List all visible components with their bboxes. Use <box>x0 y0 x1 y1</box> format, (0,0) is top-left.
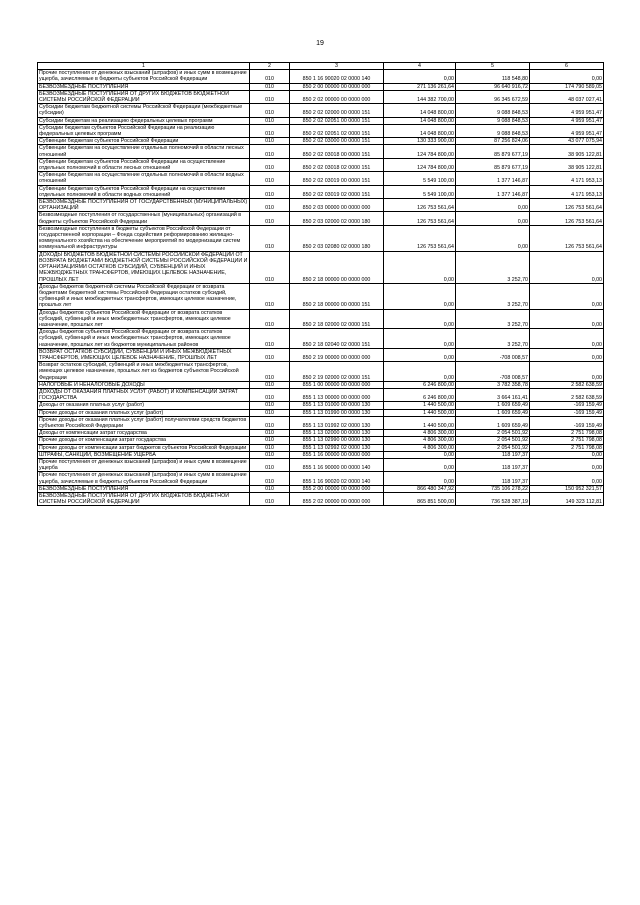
unexecuted-amount-cell: 0,00 <box>530 472 604 485</box>
classification-code-cell: 850 2 02 03018 00 0000 151 <box>290 145 384 158</box>
column-header: 3 <box>290 63 384 70</box>
table-row <box>38 90 604 103</box>
admin-code-cell: 010 <box>250 158 290 171</box>
executed-amount-cell: 9 088 848,53 <box>456 104 530 117</box>
approved-amount-cell: 865 851 500,00 <box>384 493 456 506</box>
table-row <box>38 493 604 506</box>
revenue-name-cell: НАЛОГОВЫЕ И НЕНАЛОГОВЫЕ ДОХОДЫ <box>38 381 250 388</box>
approved-amount-cell: 0,00 <box>384 70 456 83</box>
revenue-name-cell: БЕЗВОЗМЕЗДНЫЕ ПОСТУПЛЕНИЯ <box>38 83 250 90</box>
table-row <box>38 444 604 451</box>
admin-code-cell: 010 <box>250 444 290 451</box>
table-row <box>38 225 604 251</box>
table-header-row <box>38 63 604 70</box>
executed-amount-cell: 1 609 659,49 <box>456 402 530 409</box>
executed-amount-cell: 0,00 <box>456 225 530 251</box>
classification-code-cell: 850 2 02 03000 00 0000 151 <box>290 138 384 145</box>
approved-amount-cell: 4 806 300,00 <box>384 430 456 437</box>
admin-code-cell: 010 <box>250 138 290 145</box>
revenue-name-cell: Доходы бюджетов субъектов Российской Федерации от возврата остатков субсидий, субвенций и иных межбюджетных трансфертов, имеющих целевое назначение, прошлых лет из бюджетов муниципальных районов <box>38 329 250 349</box>
admin-code-cell: 010 <box>250 416 290 429</box>
classification-code-cell: 850 2 03 02080 02 0000 180 <box>290 225 384 251</box>
unexecuted-amount-cell: 4 959 951,47 <box>530 124 604 137</box>
admin-code-cell: 010 <box>250 212 290 225</box>
column-header: 2 <box>250 63 290 70</box>
unexecuted-amount-cell: 149 323 112,81 <box>530 493 604 506</box>
approved-amount-cell: 5 549 100,00 <box>384 185 456 198</box>
admin-code-cell: 010 <box>250 362 290 382</box>
classification-code-cell: 855 2 02 00000 00 0000 000 <box>290 493 384 506</box>
admin-code-cell: 010 <box>250 402 290 409</box>
approved-amount-cell: 6 246 800,00 <box>384 388 456 401</box>
column-header: 4 <box>384 63 456 70</box>
executed-amount-cell: 2 054 501,92 <box>456 437 530 444</box>
table-row <box>38 416 604 429</box>
revenue-name-cell: Доходы бюджетов субъектов Российской Федерации от возврата остатков субсидий, субвенций и иных межбюджетных трансфертов, имеющих целевое назначение, прошлых лет <box>38 309 250 329</box>
approved-amount-cell: 0,00 <box>384 348 456 361</box>
executed-amount-cell: 3 252,70 <box>456 251 530 283</box>
unexecuted-amount-cell: 43 077 075,94 <box>530 138 604 145</box>
unexecuted-amount-cell: 126 753 561,64 <box>530 212 604 225</box>
admin-code-cell: 010 <box>250 388 290 401</box>
revenue-name-cell: Возврат остатков субсидий, субвенций и иных межбюджетных трансфертов, имеющих целевое назначение, прошлых лет из бюджетов субъектов Российской Федерации <box>38 362 250 382</box>
classification-code-cell: 850 2 00 00000 00 0000 000 <box>290 83 384 90</box>
revenue-name-cell: Субвенции бюджетам на осуществление отдельных полномочий в области водных отношений <box>38 172 250 185</box>
approved-amount-cell: 130 333 900,00 <box>384 138 456 145</box>
unexecuted-amount-cell: 0,00 <box>530 348 604 361</box>
table-row <box>38 430 604 437</box>
table-row <box>38 172 604 185</box>
classification-code-cell: 855 1 13 01990 00 0000 130 <box>290 409 384 416</box>
executed-amount-cell: 1 609 659,49 <box>456 416 530 429</box>
approved-amount-cell: 5 549 100,00 <box>384 172 456 185</box>
executed-amount-cell: 3 252,70 <box>456 309 530 329</box>
table-row <box>38 472 604 485</box>
classification-code-cell: 855 1 13 02990 00 0000 130 <box>290 437 384 444</box>
executed-amount-cell: 85 879 677,19 <box>456 158 530 171</box>
approved-amount-cell: 866 480 347,92 <box>384 485 456 492</box>
approved-amount-cell: 1 440 500,00 <box>384 409 456 416</box>
admin-code-cell: 010 <box>250 329 290 349</box>
revenue-name-cell: Безвозмездные поступления в бюджеты субъектов Российской Федерации от государственной корпорации – Фонда содействия реформированию жилищно-коммунального хозяйства на обеспечение мероприятий по модернизации систем коммунальной инфраструктуры <box>38 225 250 251</box>
executed-amount-cell: 9 088 848,53 <box>456 124 530 137</box>
approved-amount-cell: 0,00 <box>384 458 456 471</box>
classification-code-cell: 850 2 02 02051 02 0000 151 <box>290 124 384 137</box>
unexecuted-amount-cell: 0,00 <box>530 309 604 329</box>
unexecuted-amount-cell: 4 171 953,13 <box>530 172 604 185</box>
revenue-name-cell: ВОЗВРАТ ОСТАТКОВ СУБСИДИЙ, СУБВЕНЦИЙ И ИНЫХ МЕЖБЮДЖЕТНЫХ ТРАНСФЕРТОВ, ИМЕЮЩИХ ЦЕЛЕВОЕ НАЗНАЧЕНИЕ, ПРОШЛЫХ ЛЕТ <box>38 348 250 361</box>
executed-amount-cell: 3 782 358,78 <box>456 381 530 388</box>
approved-amount-cell: 1 440 500,00 <box>384 416 456 429</box>
executed-amount-cell: 1 609 659,49 <box>456 409 530 416</box>
approved-amount-cell: 124 784 800,00 <box>384 158 456 171</box>
executed-amount-cell: 0,00 <box>456 199 530 212</box>
classification-code-cell: 850 2 03 02000 02 0000 180 <box>290 212 384 225</box>
revenue-name-cell: БЕЗВОЗМЕЗДНЫЕ ПОСТУПЛЕНИЯ ОТ ДРУГИХ БЮДЖЕТОВ БЮДЖЕТНОЙ СИСТЕМЫ РОССИЙСКОЙ ФЕДЕРАЦИИ <box>38 493 250 506</box>
executed-amount-cell: 118 197,37 <box>456 472 530 485</box>
table-row <box>38 451 604 458</box>
executed-amount-cell: 2 054 501,92 <box>456 430 530 437</box>
approved-amount-cell: 1 440 500,00 <box>384 402 456 409</box>
table-row <box>38 70 604 83</box>
unexecuted-amount-cell: 38 905 122,81 <box>530 145 604 158</box>
table-row <box>38 83 604 90</box>
unexecuted-amount-cell: -169 159,49 <box>530 409 604 416</box>
unexecuted-amount-cell: 126 753 561,64 <box>530 199 604 212</box>
executed-amount-cell: 96 345 672,59 <box>456 90 530 103</box>
revenue-name-cell: БЕЗВОЗМЕЗДНЫЕ ПОСТУПЛЕНИЯ ОТ ДРУГИХ БЮДЖЕТОВ БЮДЖЕТНОЙ СИСТЕМЫ РОССИЙСКОЙ ФЕДЕРАЦИИ <box>38 90 250 103</box>
executed-amount-cell: 735 106 278,22 <box>456 485 530 492</box>
admin-code-cell: 010 <box>250 124 290 137</box>
classification-code-cell: 850 2 18 02000 02 0000 151 <box>290 309 384 329</box>
unexecuted-amount-cell: 2 751 798,08 <box>530 437 604 444</box>
approved-amount-cell: 6 246 800,00 <box>384 381 456 388</box>
admin-code-cell: 010 <box>250 493 290 506</box>
admin-code-cell: 010 <box>250 485 290 492</box>
admin-code-cell: 010 <box>250 409 290 416</box>
approved-amount-cell: 144 382 700,00 <box>384 90 456 103</box>
classification-code-cell: 850 2 03 00000 00 0000 000 <box>290 199 384 212</box>
approved-amount-cell: 14 048 800,00 <box>384 104 456 117</box>
table-row <box>38 251 604 283</box>
unexecuted-amount-cell: -169 159,49 <box>530 402 604 409</box>
classification-code-cell: 850 2 02 03019 02 0000 151 <box>290 185 384 198</box>
classification-code-cell: 850 2 18 00000 00 0000 151 <box>290 283 384 309</box>
table-row <box>38 212 604 225</box>
unexecuted-amount-cell: 174 790 589,05 <box>530 83 604 90</box>
revenue-name-cell: Доходы от компенсации затрат государства <box>38 430 250 437</box>
table-row <box>38 409 604 416</box>
classification-code-cell: 850 2 02 02051 00 0000 151 <box>290 117 384 124</box>
admin-code-cell: 010 <box>250 117 290 124</box>
table-row <box>38 388 604 401</box>
revenue-name-cell: Прочие поступления от денежных взысканий (штрафов) и иных сумм в возмещение ущерба, зачисляемые в бюджеты субъектов Российской Федерации <box>38 70 250 83</box>
unexecuted-amount-cell: 150 952 321,57 <box>530 485 604 492</box>
revenue-name-cell: БЕЗВОЗМЕЗДНЫЕ ПОСТУПЛЕНИЯ <box>38 485 250 492</box>
admin-code-cell: 010 <box>250 381 290 388</box>
unexecuted-amount-cell: 38 905 122,81 <box>530 158 604 171</box>
revenue-name-cell: Доходы бюджетов бюджетной системы Российской Федерации от возврата бюджетами бюджетной системы Российской Федерации остатков субсидий, субвенций и иных межбюджетных трансфертов, имеющих целевое назначение, прошлых лет <box>38 283 250 309</box>
unexecuted-amount-cell: 0,00 <box>530 283 604 309</box>
revenue-name-cell: БЕЗВОЗМЕЗДНЫЕ ПОСТУПЛЕНИЯ ОТ ГОСУДАРСТВЕННЫХ (МУНИЦИПАЛЬНЫХ) ОРГАНИЗАЦИЙ <box>38 199 250 212</box>
admin-code-cell: 010 <box>250 451 290 458</box>
approved-amount-cell: 124 784 800,00 <box>384 145 456 158</box>
approved-amount-cell: 126 753 561,64 <box>384 225 456 251</box>
revenue-name-cell: Доходы от оказания платных услуг (работ) <box>38 402 250 409</box>
classification-code-cell: 855 1 00 00000 00 0000 000 <box>290 381 384 388</box>
classification-code-cell: 850 2 02 03018 02 0000 151 <box>290 158 384 171</box>
executed-amount-cell: 3 252,70 <box>456 283 530 309</box>
budget-revenue-table <box>37 62 604 506</box>
column-header: 1 <box>38 63 250 70</box>
approved-amount-cell: 14 048 800,00 <box>384 117 456 124</box>
admin-code-cell: 010 <box>250 251 290 283</box>
table-row <box>38 283 604 309</box>
revenue-name-cell: Прочие доходы от компенсации затрат государства <box>38 437 250 444</box>
classification-code-cell: 855 1 16 90000 00 0000 140 <box>290 458 384 471</box>
admin-code-cell: 010 <box>250 70 290 83</box>
classification-code-cell: 855 1 16 00000 00 0000 000 <box>290 451 384 458</box>
table-row <box>38 185 604 198</box>
classification-code-cell: 855 1 13 02992 02 0000 130 <box>290 444 384 451</box>
classification-code-cell: 850 2 18 02040 02 0000 151 <box>290 329 384 349</box>
approved-amount-cell: 14 048 800,00 <box>384 124 456 137</box>
admin-code-cell: 010 <box>250 199 290 212</box>
approved-amount-cell: 0,00 <box>384 451 456 458</box>
revenue-name-cell: Прочие доходы от оказания платных услуг (работ) получателями средств бюджетов субъектов Российской Федерации <box>38 416 250 429</box>
revenue-name-cell: ШТРАФЫ, САНКЦИИ, ВОЗМЕЩЕНИЕ УЩЕРБА <box>38 451 250 458</box>
admin-code-cell: 010 <box>250 458 290 471</box>
approved-amount-cell: 0,00 <box>384 329 456 349</box>
executed-amount-cell: 2 054 501,92 <box>456 444 530 451</box>
approved-amount-cell: 126 753 561,64 <box>384 212 456 225</box>
table-row <box>38 402 604 409</box>
table-row <box>38 362 604 382</box>
classification-code-cell: 855 1 13 01992 02 0000 130 <box>290 416 384 429</box>
revenue-name-cell: Субсидии бюджетам субъектов Российской Федерации на реализацию федеральных целевых программ <box>38 124 250 137</box>
table-row <box>38 124 604 137</box>
approved-amount-cell: 0,00 <box>384 283 456 309</box>
unexecuted-amount-cell: 0,00 <box>530 251 604 283</box>
table-row <box>38 104 604 117</box>
executed-amount-cell: 1 377 146,87 <box>456 185 530 198</box>
table-row <box>38 348 604 361</box>
table-row <box>38 458 604 471</box>
revenue-name-cell: Прочие доходы от оказания платных услуг (работ) <box>38 409 250 416</box>
unexecuted-amount-cell: 0,00 <box>530 362 604 382</box>
unexecuted-amount-cell: 4 171 953,13 <box>530 185 604 198</box>
column-header: 5 <box>456 63 530 70</box>
classification-code-cell: 855 1 13 00000 00 0000 000 <box>290 388 384 401</box>
revenue-name-cell: ДОХОДЫ ОТ ОКАЗАНИЯ ПЛАТНЫХ УСЛУГ (РАБОТ) И КОМПЕНСАЦИИ ЗАТРАТ ГОСУДАРСТВА <box>38 388 250 401</box>
approved-amount-cell: 271 136 261,64 <box>384 83 456 90</box>
unexecuted-amount-cell: 2 582 638,59 <box>530 381 604 388</box>
revenue-name-cell: Субвенции бюджетам субъектов Российской Федерации на осуществление отдельных полномочий в области водных отношений <box>38 185 250 198</box>
table-row <box>38 485 604 492</box>
admin-code-cell: 010 <box>250 104 290 117</box>
column-header: 6 <box>530 63 604 70</box>
classification-code-cell: 855 1 13 02000 00 0000 130 <box>290 430 384 437</box>
unexecuted-amount-cell: 0,00 <box>530 70 604 83</box>
classification-code-cell: 850 2 19 00000 00 0000 000 <box>290 348 384 361</box>
executed-amount-cell: 3 252,70 <box>456 329 530 349</box>
classification-code-cell: 850 2 02 03019 00 0000 151 <box>290 172 384 185</box>
unexecuted-amount-cell: 0,00 <box>530 329 604 349</box>
unexecuted-amount-cell: 2 582 638,59 <box>530 388 604 401</box>
approved-amount-cell: 0,00 <box>384 472 456 485</box>
admin-code-cell: 010 <box>250 83 290 90</box>
executed-amount-cell: -708 008,57 <box>456 348 530 361</box>
classification-code-cell: 850 2 02 02000 00 0000 151 <box>290 104 384 117</box>
approved-amount-cell: 0,00 <box>384 309 456 329</box>
revenue-name-cell: Субсидии бюджетам бюджетной системы Российской Федерации (межбюджетные субсидии) <box>38 104 250 117</box>
table-row <box>38 138 604 145</box>
unexecuted-amount-cell: 2 751 798,08 <box>530 444 604 451</box>
executed-amount-cell: 1 377 146,87 <box>456 172 530 185</box>
admin-code-cell: 010 <box>250 437 290 444</box>
executed-amount-cell: 87 256 824,06 <box>456 138 530 145</box>
executed-amount-cell: 85 879 677,19 <box>456 145 530 158</box>
revenue-name-cell: Субвенции бюджетам субъектов Российской Федерации на осуществление отдельных полномочий в области лесных отношений <box>38 158 250 171</box>
admin-code-cell: 010 <box>250 309 290 329</box>
classification-code-cell: 855 1 13 01000 00 0000 130 <box>290 402 384 409</box>
classification-code-cell: 850 2 18 00000 00 0000 000 <box>290 251 384 283</box>
admin-code-cell: 010 <box>250 430 290 437</box>
unexecuted-amount-cell: 4 959 951,47 <box>530 104 604 117</box>
revenue-name-cell: Субвенции бюджетам субъектов Российской Федерации <box>38 138 250 145</box>
revenue-name-cell: Прочие доходы от компенсации затрат бюджетов субъектов Российской Федерации <box>38 444 250 451</box>
table-row <box>38 437 604 444</box>
table-row <box>38 117 604 124</box>
revenue-name-cell: ДОХОДЫ БЮДЖЕТОВ БЮДЖЕТНОЙ СИСТЕМЫ РОССИЙСКОЙ ФЕДЕРАЦИИ ОТ ВОЗВРАТА БЮДЖЕТАМИ БЮДЖЕТНОЙ СИСТЕМЫ РОССИЙСКОЙ ФЕДЕРАЦИИ И ОРГАНИЗАЦИЯМИ ОСТАТКОВ СУБСИДИЙ, СУБВЕНЦИЙ И ИНЫХ МЕЖБЮДЖЕТНЫХ ТРАНСФЕРТОВ, ИМЕЮЩИХ ЦЕЛЕВОЕ НАЗНАЧЕНИЕ, ПРОШЛЫХ ЛЕТ <box>38 251 250 283</box>
admin-code-cell: 010 <box>250 225 290 251</box>
executed-amount-cell: 118 548,80 <box>456 70 530 83</box>
unexecuted-amount-cell: -169 159,49 <box>530 416 604 429</box>
table-row <box>38 158 604 171</box>
admin-code-cell: 010 <box>250 283 290 309</box>
table-row <box>38 199 604 212</box>
executed-amount-cell: 0,00 <box>456 212 530 225</box>
approved-amount-cell: 4 806 300,00 <box>384 437 456 444</box>
table-row <box>38 145 604 158</box>
revenue-name-cell: Субсидии бюджетам на реализацию федеральных целевых программ <box>38 117 250 124</box>
classification-code-cell: 855 2 00 00000 00 0000 000 <box>290 485 384 492</box>
unexecuted-amount-cell: 0,00 <box>530 451 604 458</box>
revenue-name-cell: Субвенции бюджетам на осуществление отдельных полномочий в области лесных отношений <box>38 145 250 158</box>
admin-code-cell: 010 <box>250 472 290 485</box>
unexecuted-amount-cell: 48 037 027,41 <box>530 90 604 103</box>
executed-amount-cell: 118 197,37 <box>456 451 530 458</box>
classification-code-cell: 850 2 19 02000 02 0000 151 <box>290 362 384 382</box>
admin-code-cell: 010 <box>250 90 290 103</box>
unexecuted-amount-cell: 4 959 951,47 <box>530 117 604 124</box>
executed-amount-cell: 3 664 161,41 <box>456 388 530 401</box>
classification-code-cell: 855 1 16 90020 02 0000 140 <box>290 472 384 485</box>
approved-amount-cell: 0,00 <box>384 362 456 382</box>
table-row <box>38 381 604 388</box>
revenue-name-cell: Прочие поступления от денежных взысканий (штрафов) и иных сумм в возмещение ущерба, зачисляемые в бюджеты субъектов Российской Федерации <box>38 472 250 485</box>
table-row <box>38 329 604 349</box>
admin-code-cell: 010 <box>250 348 290 361</box>
approved-amount-cell: 126 753 561,64 <box>384 199 456 212</box>
revenue-name-cell: Безвозмездные поступления от государственных (муниципальных) организаций в бюджеты субъектов Российской Федерации <box>38 212 250 225</box>
admin-code-cell: 010 <box>250 145 290 158</box>
admin-code-cell: 010 <box>250 185 290 198</box>
page-number: 19 <box>316 40 324 47</box>
classification-code-cell: 850 2 02 00000 00 0000 000 <box>290 90 384 103</box>
unexecuted-amount-cell: 2 751 798,08 <box>530 430 604 437</box>
approved-amount-cell: 0,00 <box>384 251 456 283</box>
executed-amount-cell: 96 640 916,72 <box>456 83 530 90</box>
unexecuted-amount-cell: 126 753 561,64 <box>530 225 604 251</box>
approved-amount-cell: 4 806 300,00 <box>384 444 456 451</box>
revenue-name-cell: Прочие поступления от денежных взысканий (штрафов) и иных сумм в возмещение ущерба <box>38 458 250 471</box>
executed-amount-cell: -708 008,57 <box>456 362 530 382</box>
admin-code-cell: 010 <box>250 172 290 185</box>
executed-amount-cell: 9 088 848,53 <box>456 117 530 124</box>
executed-amount-cell: 118 197,37 <box>456 458 530 471</box>
executed-amount-cell: 736 528 387,19 <box>456 493 530 506</box>
table-row <box>38 309 604 329</box>
classification-code-cell: 850 1 16 90020 02 0000 140 <box>290 70 384 83</box>
unexecuted-amount-cell: 0,00 <box>530 458 604 471</box>
